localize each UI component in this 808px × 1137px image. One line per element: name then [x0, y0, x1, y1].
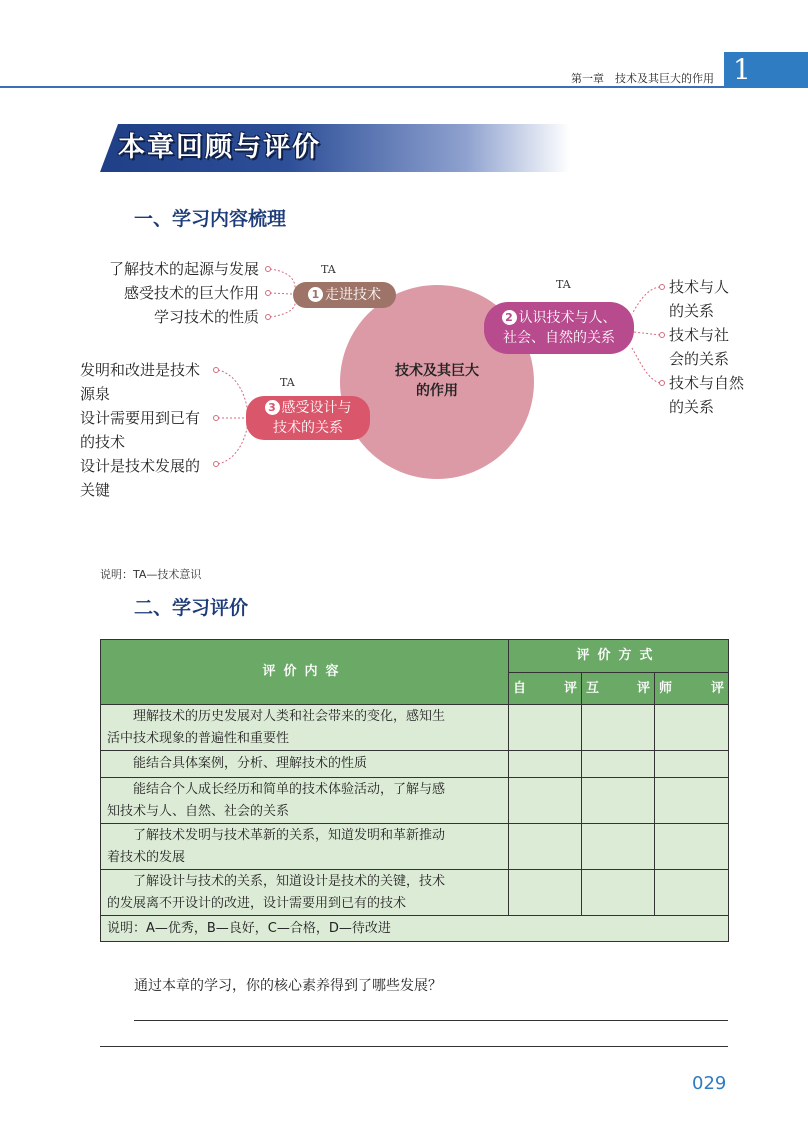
self-eval-cell[interactable]: [509, 824, 582, 870]
peer-eval-cell[interactable]: [582, 778, 655, 824]
mindmap-node-walk-into-technology: [293, 282, 396, 308]
section-title-evaluation: 二、学习评价: [134, 597, 249, 619]
mindmap-legend: 说明：TA—技术意识: [100, 568, 202, 581]
table-row: [101, 778, 729, 824]
node2-leaf-2: 技术与社 会的关系: [669, 326, 730, 368]
node1-label: 走进技术: [325, 287, 381, 303]
node3-leaf-2: 设计需要用到已有 的技术: [80, 409, 201, 451]
self-eval-cell[interactable]: [509, 778, 582, 824]
row-content: 理解技术的历史发展对人类和社会带来的变化，感知生 活中技术现象的普遍性和重要性: [101, 705, 509, 751]
node1-ta-tag: TA: [321, 263, 336, 276]
page-number: 029: [692, 1073, 727, 1094]
teacher-eval-cell[interactable]: [655, 778, 729, 824]
node2-leaf-3: 技术与自然 的关系: [669, 374, 745, 416]
answer-line-1[interactable]: [134, 1020, 728, 1021]
peer-eval-cell[interactable]: [582, 824, 655, 870]
peer-eval-cell[interactable]: [582, 870, 655, 916]
answer-line-2[interactable]: [100, 1046, 728, 1047]
peer-eval-cell[interactable]: [582, 705, 655, 751]
chapter-number: 1: [733, 53, 751, 86]
teacher-eval-cell[interactable]: [655, 705, 729, 751]
mindmap-center-label: 技术及其巨大 的作用: [395, 363, 479, 399]
node3-leaf-3: 设计是技术发展的 关键: [80, 457, 201, 499]
node1-number: 1: [308, 287, 323, 302]
reflection-question: 通过本章的学习，你的核心素养得到了哪些发展？: [134, 978, 442, 994]
header-evaluation-method: 评价方式: [509, 640, 729, 673]
self-eval-cell[interactable]: [509, 705, 582, 751]
node1-leaf-3: 学习技术的性质: [153, 308, 259, 326]
grade-legend: 说明：A—优秀，B—良好，C—合格，D—待改进: [101, 916, 729, 942]
header-peer-evaluation: 互 评: [582, 673, 655, 705]
header-teacher-evaluation: 师 评: [655, 673, 729, 705]
header-rule: [0, 86, 724, 88]
node1-leaf-1: 了解技术的起源与发展: [108, 260, 259, 278]
node3-leaf-1: 发明和改进是技术 源泉: [80, 361, 201, 403]
section-title-content-review: 一、学习内容梳理: [134, 208, 287, 230]
teacher-eval-cell[interactable]: [655, 824, 729, 870]
table-row: [101, 824, 729, 870]
row-content: 能结合个人成长经历和简单的技术体验活动，了解与感 知技术与人、自然、社会的关系: [101, 778, 509, 824]
header-evaluation-content: 评价内容: [101, 640, 509, 705]
table-row: [101, 751, 729, 778]
node2-ta-tag: TA: [556, 278, 571, 291]
mindmap-node-technology-and-society: 2 认识技术与人、 社会、自然的关系: [484, 302, 634, 354]
peer-eval-cell[interactable]: [582, 751, 655, 778]
teacher-eval-cell[interactable]: [655, 751, 729, 778]
node3-number: 3: [265, 400, 280, 415]
row-content: 了解设计与技术的关系，知道设计是技术的关键，技术 的发展离不开设计的改进，设计需要用到已有的技术: [101, 870, 509, 916]
node2-number: 2: [502, 310, 517, 325]
banner-title: 本章回顾与评价: [118, 132, 321, 163]
row-content: 了解技术发明与技术革新的关系，知道发明和革新推动 着技术的发展: [101, 824, 509, 870]
self-eval-cell[interactable]: [509, 751, 582, 778]
table-row: [101, 870, 729, 916]
node2-leaf-1: 技术与人 的关系: [669, 278, 730, 320]
chapter-title: 第一章 技术及其巨大的作用: [571, 72, 714, 85]
header-self-evaluation: 自 评: [509, 673, 582, 705]
table-row: [101, 705, 729, 751]
row-content: 能结合具体案例，分析、理解技术的性质: [101, 751, 509, 778]
node3-ta-tag: TA: [280, 376, 295, 389]
teacher-eval-cell[interactable]: [655, 870, 729, 916]
node1-leaf-2: 感受技术的巨大作用: [123, 284, 259, 302]
self-eval-cell[interactable]: [509, 870, 582, 916]
evaluation-table: [100, 639, 729, 942]
mindmap-node-design-and-technology: 3 感受设计与 技术的关系: [246, 396, 370, 440]
